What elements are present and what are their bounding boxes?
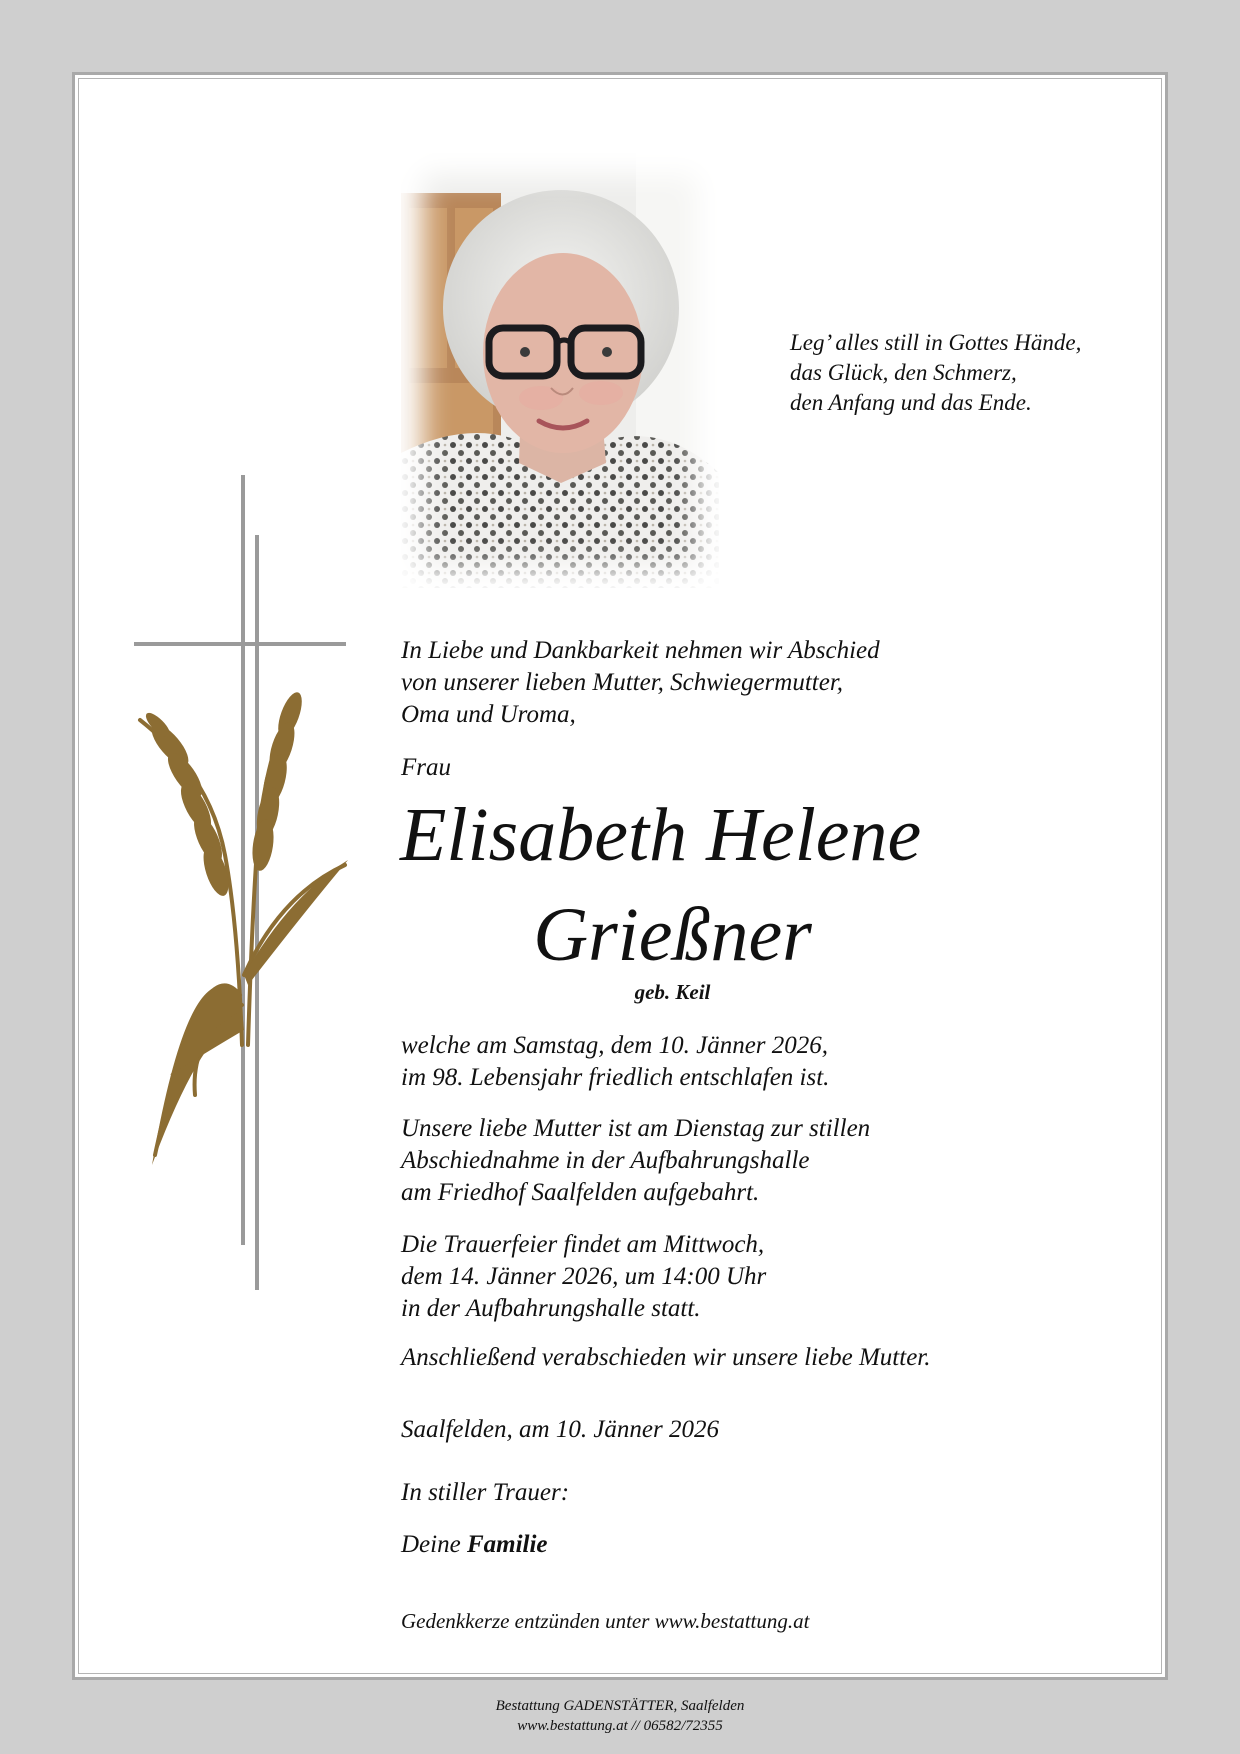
footer-contact[interactable]: www.bestattung.at // 06582/72355 <box>517 1718 723 1734</box>
ceremony-notice <box>401 1229 766 1325</box>
death-line: im 98. Lebensjahr friedlich entschlafen ist. <box>401 1064 830 1091</box>
quote-line: Leg’ alles still in Gottes Hände, <box>790 330 1082 355</box>
salutation: Frau <box>401 754 451 781</box>
death-line: welche am Samstag, dem 10. Jänner 2026, <box>401 1032 829 1059</box>
viewing-notice <box>401 1113 870 1209</box>
farewell-text: Anschließend verabschieden wir unsere liebe Mutter. <box>401 1344 931 1371</box>
birth-name: geb. Keil <box>634 980 711 1004</box>
death-notice <box>401 1030 829 1094</box>
viewing-line: Abschiednahme in der Aufbahrungshalle <box>401 1147 810 1174</box>
intro-text <box>401 635 880 731</box>
signature <box>401 1529 548 1561</box>
quote-line: das Glück, den Schmerz, <box>790 360 1017 385</box>
portrait-photo <box>401 153 719 588</box>
cross-with-wheat-icon <box>130 475 360 1290</box>
signature-family: Familie <box>466 1531 548 1558</box>
memorial-quote <box>790 328 1120 418</box>
candle-link[interactable]: Gedenkkerze entzünden unter www.bestattung.at <box>401 1609 810 1633</box>
ceremony-line: dem 14. Jänner 2026, um 14:00 Uhr <box>401 1263 767 1290</box>
ceremony-line: in der Aufbahrungshalle statt. <box>401 1295 701 1322</box>
mourning-text: In stiller Trauer: <box>401 1479 570 1506</box>
intro-line: Oma und Uroma, <box>401 701 576 728</box>
photo-vignette <box>401 153 719 588</box>
ceremony-line: Die Trauerfeier findet am Mittwoch, <box>401 1231 765 1258</box>
signature-prefix: Deine <box>401 1531 467 1558</box>
deceased-given-names: Elisabeth Helene <box>400 793 922 877</box>
viewing-line: am Friedhof Saalfelden aufgebahrt. <box>401 1179 760 1206</box>
viewing-line: Unsere liebe Mutter ist am Dienstag zur stillen <box>401 1115 871 1142</box>
deceased-surname: Grießner <box>533 893 812 977</box>
intro-line: von unserer lieben Mutter, Schwiegermutter, <box>401 669 844 696</box>
place-date: Saalfelden, am 10. Jänner 2026 <box>401 1416 720 1443</box>
quote-line: den Anfang und das Ende. <box>790 390 1032 415</box>
intro-line: In Liebe und Dankbarkeit nehmen wir Abschied <box>401 637 880 664</box>
footer-company: Bestattung GADENSTÄTTER, Saalfelden <box>495 1698 745 1714</box>
